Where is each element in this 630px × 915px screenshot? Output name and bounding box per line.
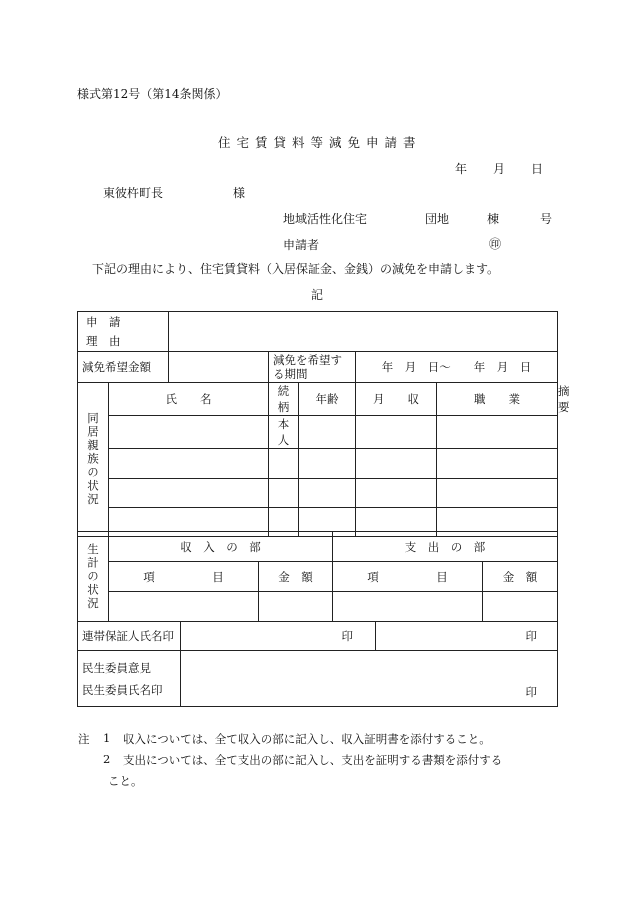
intro-text: 下記の理由により、住宅賃貸料（入居保証金、金銭）の減免を申請します。 — [92, 262, 500, 276]
note-1-text: 収入については、全て収入の部に記入し、収入証明書を添付すること。 — [123, 732, 491, 746]
note-2-text: 支出については、全て支出の部に記入し、支出を証明する書類を添付する — [123, 753, 503, 767]
family-label: 同居親族の状況 — [78, 383, 109, 537]
amount-label: 減免希望金額 — [78, 352, 169, 383]
expense-amount-header: 金 額 — [483, 562, 558, 592]
table-row — [78, 479, 558, 508]
applicant-label: 申請者 — [283, 238, 320, 252]
guarantor-seal-2[interactable]: 印 — [376, 622, 558, 651]
guarantor-table — [77, 621, 558, 651]
family-header-name: 氏 名 — [109, 383, 269, 416]
housing-tou: 棟 — [487, 212, 500, 226]
guarantor-label: 連帯保証人氏名印 — [78, 622, 181, 651]
welfare-seal[interactable]: 印 — [181, 651, 558, 707]
date-month: 月 — [493, 162, 506, 176]
form-number: 様式第12号（第14条関係） — [77, 87, 228, 101]
housing-gou: 号 — [540, 212, 553, 226]
expense-item-header: 項 目 — [333, 562, 483, 592]
expense-section-label: 支 出 の 部 — [333, 532, 558, 562]
period-label: 減免を希望する期間 — [269, 352, 356, 383]
housing-label: 地域活性化住宅 — [283, 212, 368, 226]
family-header-job: 職 業 — [437, 383, 558, 416]
table-row — [78, 416, 558, 449]
family-header-income: 月 収 — [356, 383, 437, 416]
application-table: 申 請 理 由 減免希望金額 減免を希望する期間 年 月 日～ 年 月 日 同居親族の状況 氏 名 続 柄 年齢 月 収 職 業 摘 要 本 人 — [77, 311, 558, 537]
ki-marker: 記 — [311, 288, 324, 302]
date-year: 年 — [455, 162, 468, 176]
note-2-number: 2 — [103, 752, 111, 766]
welfare-label: 民生委員意見 民生委員氏名印 — [78, 651, 181, 707]
budget-table — [77, 531, 558, 622]
date-day: 日 — [531, 162, 544, 176]
welfare-table — [77, 650, 558, 707]
reason-field[interactable] — [169, 312, 558, 352]
addressee-name: 東彼杵町長 — [103, 186, 164, 200]
amount-field[interactable] — [169, 352, 269, 383]
applicant-seal: ㊞ — [489, 237, 502, 251]
family-header-age: 年齢 — [299, 383, 356, 416]
table-row — [78, 449, 558, 479]
family-header-relation: 続 柄 — [269, 383, 299, 416]
reason-label: 申 請 理 由 — [78, 312, 169, 352]
addressee-honorific: 様 — [233, 186, 246, 200]
guarantor-seal-1[interactable]: 印 — [181, 622, 376, 651]
family-relation-self: 本 人 — [269, 416, 299, 449]
period-field[interactable]: 年 月 日～ 年 月 日 — [356, 352, 558, 383]
notes-prefix: 注 — [78, 732, 90, 746]
income-section-label: 収 入 の 部 — [109, 532, 333, 562]
income-item-header: 項 目 — [109, 562, 259, 592]
housing-danchi: 団地 — [425, 212, 450, 226]
table-row — [78, 592, 558, 622]
form-title: 住宅賃貸料等減免申請書 — [218, 135, 422, 150]
note-1-number: 1 — [103, 731, 111, 745]
budget-label: 生計の状況 — [78, 532, 109, 622]
income-amount-header: 金 額 — [259, 562, 333, 592]
note-2-continuation: こと。 — [108, 774, 143, 788]
